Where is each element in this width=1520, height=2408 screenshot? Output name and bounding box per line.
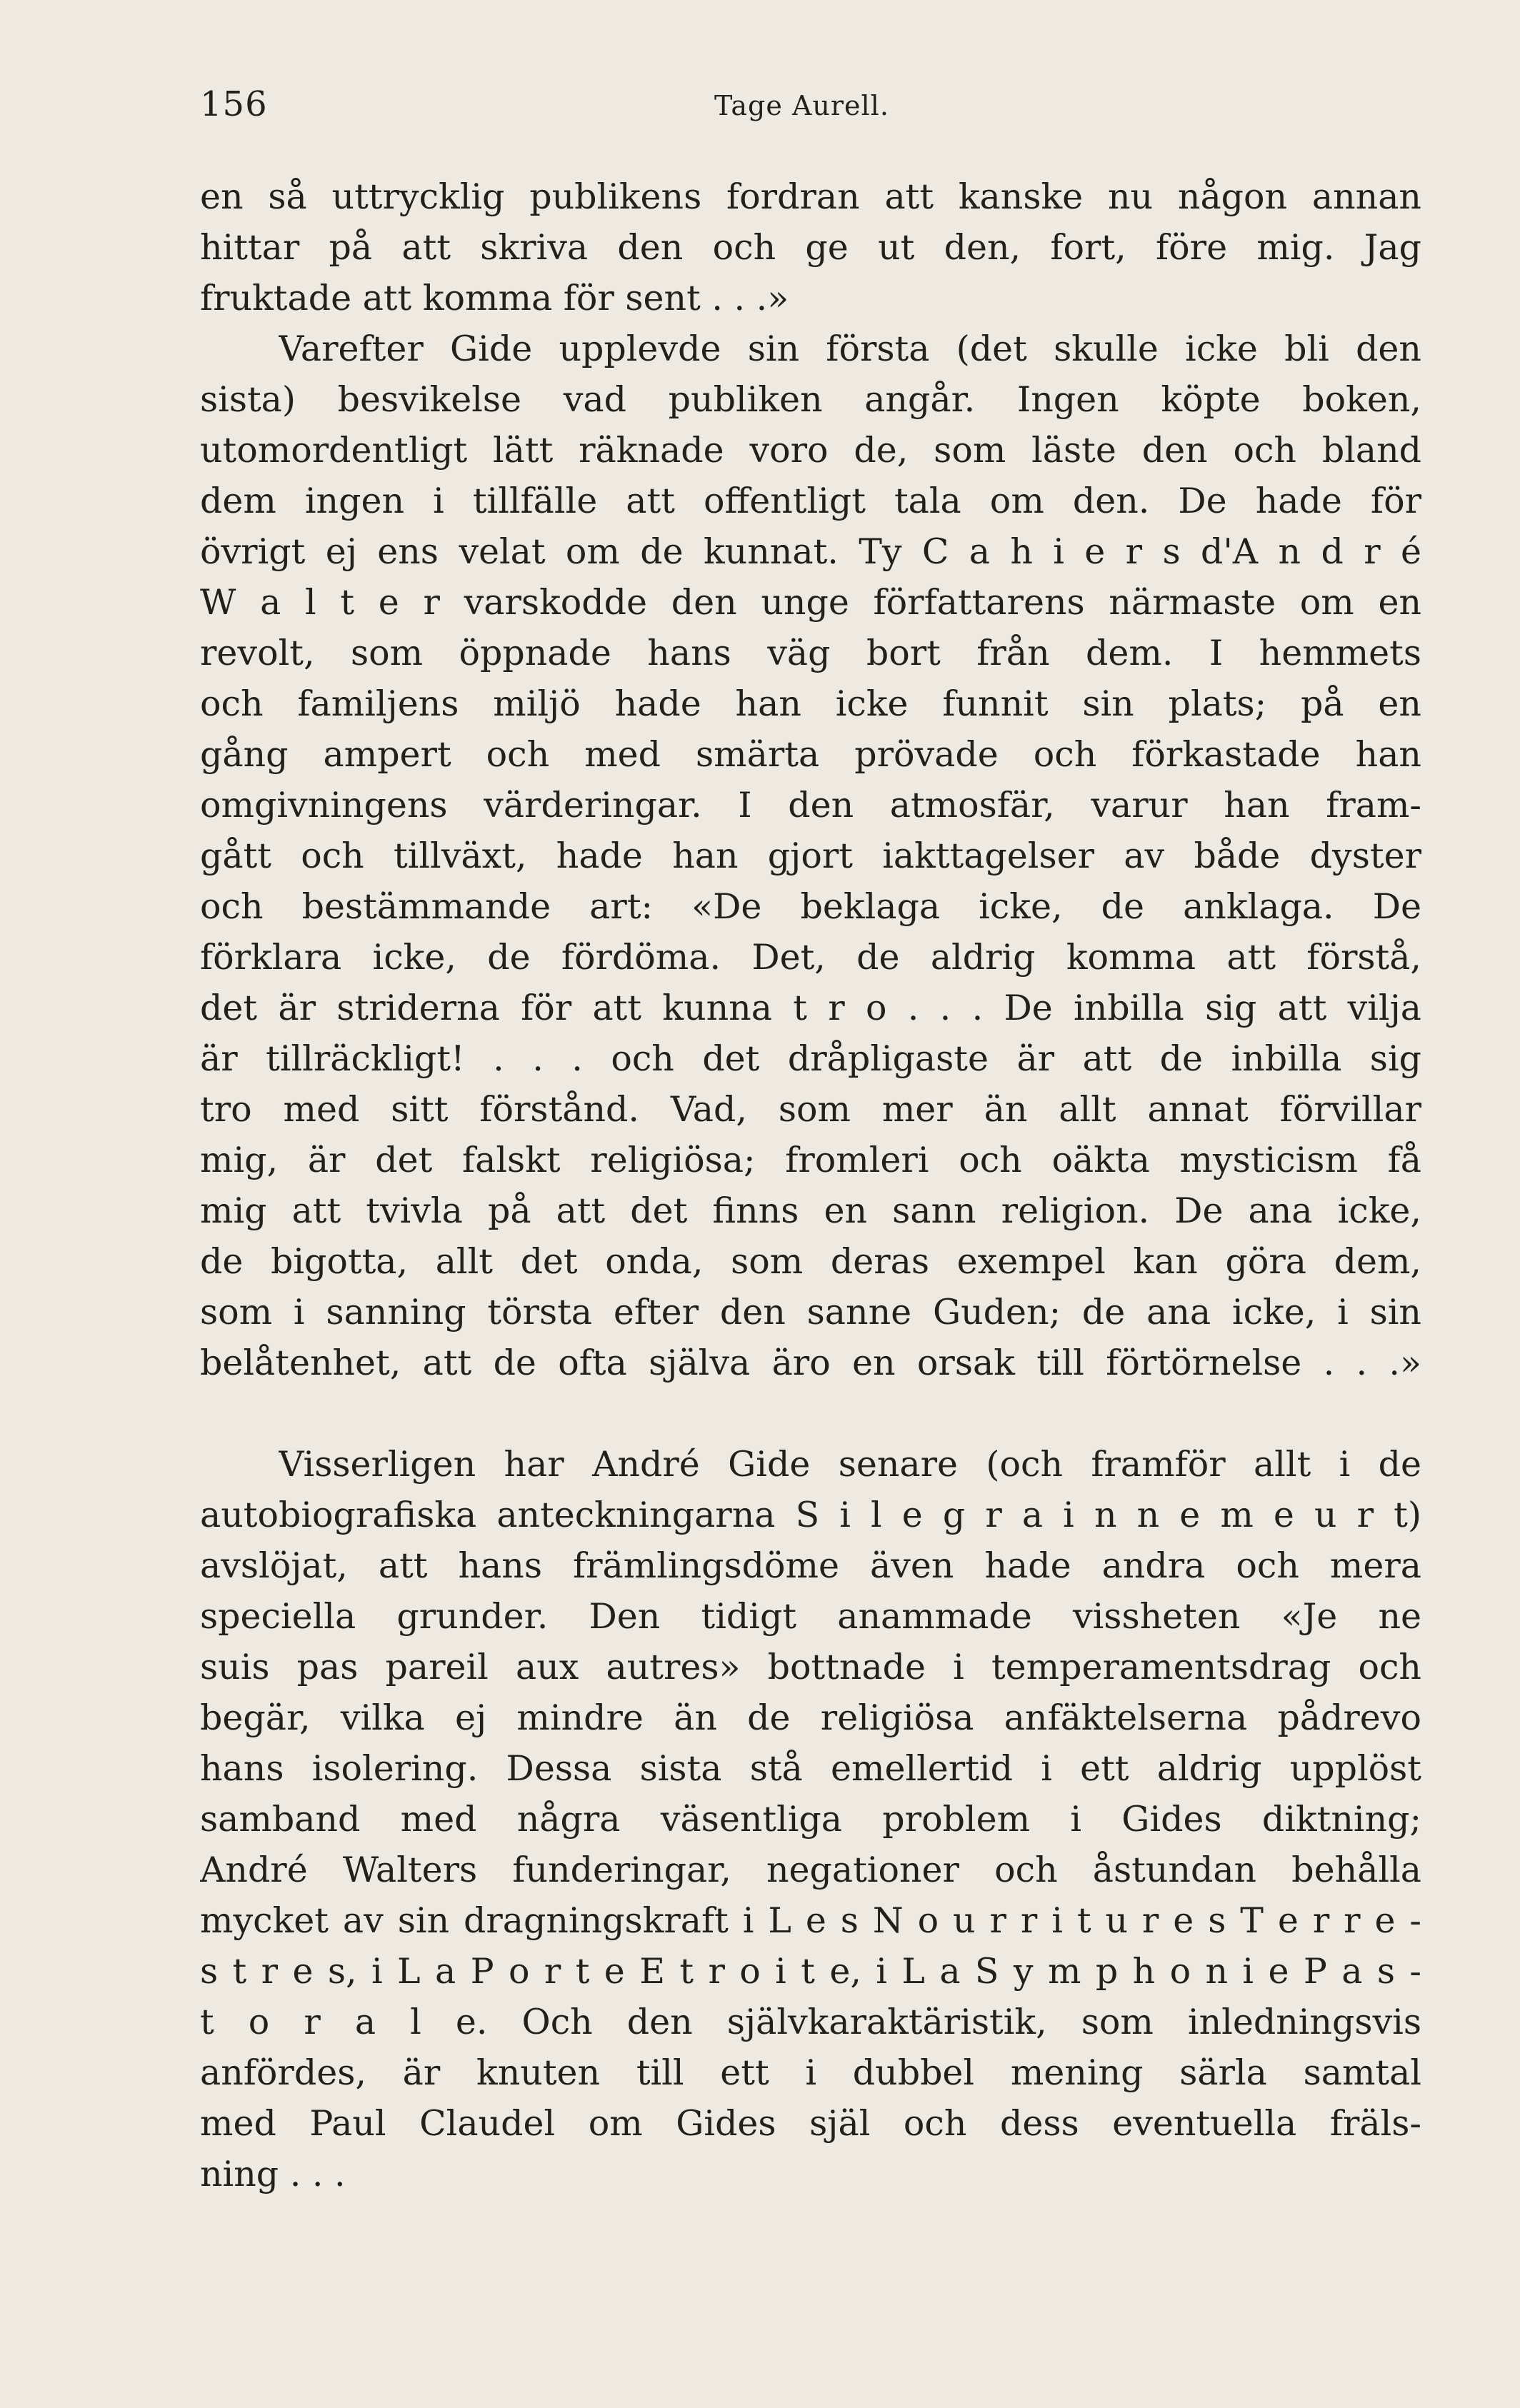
text-line: revolt, som öppnade hans väg bort från dem. I hemmets — [200, 633, 1421, 673]
text-line: anfördes, är knuten till ett i dubbel mening särla samtal — [200, 2052, 1421, 2093]
text-line: autobiografiska anteckningarna S i l e g r a i n n e m e u r t) — [200, 1495, 1421, 1535]
text-line: begär, vilka ej mindre än de religiösa anfäktelserna pådrevo — [200, 1697, 1421, 1738]
text-line: W a l t e r varskodde den unge författarens närmaste om en — [200, 582, 1421, 623]
text-line: förklara icke, de fördöma. Det, de aldrig komma att förstå, — [200, 937, 1421, 978]
text-line: sista) besvikelse vad publiken angår. Ingen köpte boken, — [200, 379, 1421, 420]
text-line: s t r e s, i L a P o r t e E t r o i t e, i L a S y m p h o n i e P a s - — [200, 1951, 1421, 1992]
text-line: är tillräckligt! . . . och det dråpligaste är att de inbilla sig — [200, 1038, 1421, 1079]
text-line: tro med sitt förstånd. Vad, som mer än allt annat förvillar — [200, 1089, 1421, 1130]
text-line: och familjens miljö hade han icke funnit sin plats; på en — [200, 683, 1421, 724]
text-line: t o r a l e. Och den självkaraktäristik, som inledningsvis — [200, 2002, 1421, 2042]
text-line: med Paul Claudel om Gides själ och dess eventuella fräls- — [200, 2103, 1421, 2144]
text-line: det är striderna för att kunna t r o . . . De inbilla sig att vilja — [200, 988, 1421, 1028]
text-line: de bigotta, allt det onda, som deras exempel kan göra dem, — [200, 1241, 1421, 1282]
text-line: och bestämmande art: «De beklaga icke, de anklaga. De — [200, 886, 1421, 927]
text-line: speciella grunder. Den tidigt anammade vissheten «Je ne — [200, 1596, 1421, 1637]
text-line: hittar på att skriva den och ge ut den, fort, före mig. Jag — [200, 227, 1421, 268]
text-line: mycket av sin dragningskraft i L e s N o u r r i t u r e s T e r r e - — [200, 1900, 1421, 1941]
text-line: fruktade att komma för sent . . .» — [200, 278, 789, 318]
text-line: utomordentligt lätt räknade voro de, som läste den och bland — [200, 430, 1421, 471]
text-line: ning . . . — [200, 2154, 346, 2194]
text-line: omgivningens värderingar. I den atmosfär, varur han fram- — [200, 785, 1421, 826]
text-line: André Walters funderingar, negationer och åstundan behålla — [200, 1850, 1421, 1890]
running-head: Tage Aurell. — [714, 90, 889, 121]
page-header — [200, 84, 1421, 141]
text-line: som i sanning törsta efter den sanne Guden; de ana icke, i sin — [200, 1292, 1421, 1333]
text-line: avslöjat, att hans främlingsdöme även hade andra och mera — [200, 1545, 1421, 1586]
text-line: gång ampert och med smärta prövade och förkastade han — [200, 734, 1421, 775]
text-line: mig, är det falskt religiösa; fromleri och oäkta mysticism få — [200, 1140, 1421, 1180]
text-line: suis pas pareil aux autres» bottnade i temperamentsdrag och — [200, 1647, 1421, 1687]
text-line: dem ingen i tillfälle att offentligt tala om den. De hade för — [200, 481, 1421, 521]
text-line: hans isolering. Dessa sista stå emellertid i ett aldrig upplöst — [200, 1748, 1421, 1789]
text-line: Visserligen har André Gide senare (och framför allt i de — [279, 1444, 1421, 1485]
text-line: belåtenhet, att de ofta själva äro en orsak till förtörnelse . . .» — [200, 1343, 1421, 1383]
text-line: Varefter Gide upplevde sin första (det skulle icke bli den — [279, 328, 1421, 369]
page-number: 156 — [200, 84, 268, 124]
text-line: en så uttrycklig publikens fordran att kanske nu någon annan — [200, 176, 1421, 217]
text-line: samband med några väsentliga problem i Gides diktning; — [200, 1799, 1421, 1840]
text-line: mig att tvivla på att det finns en sann religion. De ana icke, — [200, 1190, 1421, 1231]
text-line: övrigt ej ens velat om de kunnat. Ty C a h i e r s d'A n d r é — [200, 531, 1421, 572]
text-line: gått och tillväxt, hade han gjort iakttagelser av både dyster — [200, 836, 1421, 876]
